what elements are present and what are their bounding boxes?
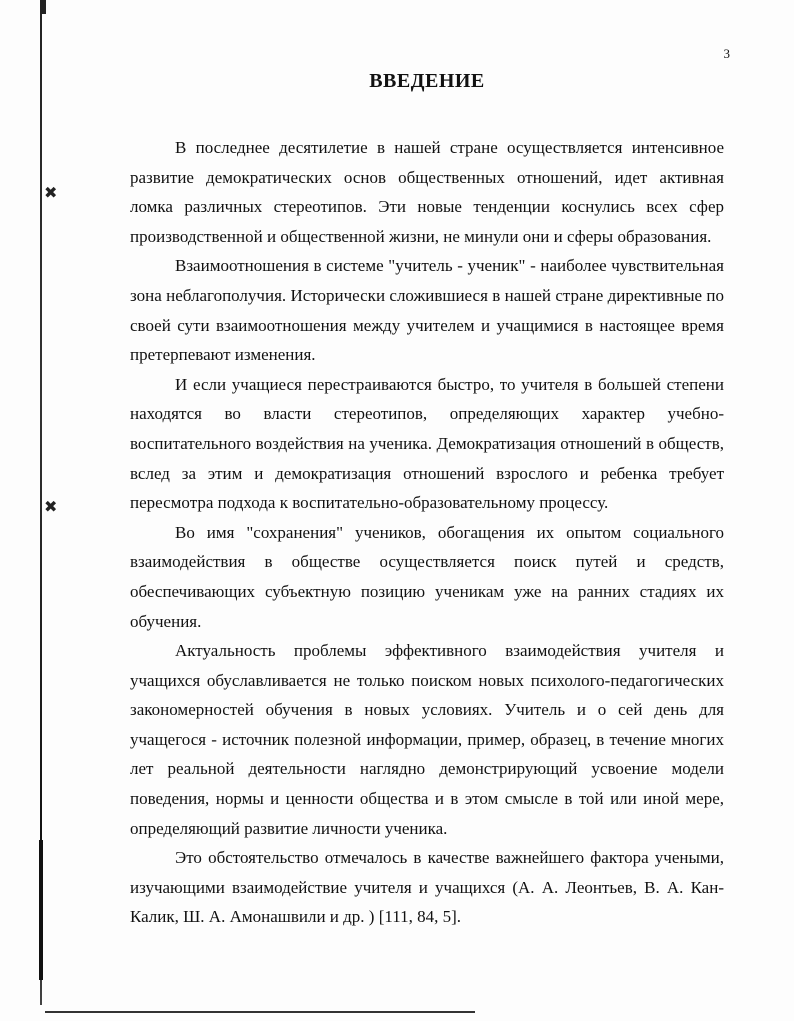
paragraph: Это обстоятельство отмечалось в качестве важнейшего фактора учеными, изучающими взаимодействие учителя и учащихся (А. А. Леонтьев, В. А. Кан-Калик, Ш. А. Амонашвили и др. ) [111, 84, 5]. [130,848,724,927]
paragraph: Взаимоотношения в системе "учитель - ученик" - наиболее чувствительная зона неблагополучия. Исторически сложившиеся в нашей стране директивные по своей сути взаимоотношения между учителем и учащимися в настоящее время претерпевают изменения. [130,256,724,365]
binding-edge-shadow [39,840,43,980]
paragraph: Актуальность проблемы эффективного взаимодействия учителя и учащихся обуславливается не только поиском новых психолого-педагогических закономерностей обучения в новых условиях. Учитель и о сей день для учащегося - источник полезной информации, пример, образец, в течение многих лет реальной деятельности наглядно демонстрирующий усвоение модели поведения, нормы и ценности общества и в этом смысле в той или иной мере, определяющий развитие личности ученика. [130,641,724,838]
section-title: ВВЕДЕНИЕ [369,70,485,92]
scan-artifact-mark: ✖ [44,499,58,516]
paragraph: В последнее десятилетие в нашей стране осуществляется интенсивное развитие демократических основ общественных отношений, идет активная ломка различных стереотипов. Эти новые тенденции коснулись всех сфер производственной и общественной жизни, не минули они и сферы образования. [130,138,724,246]
page-number: 3 [723,46,730,61]
paragraph: И если учащиеся перестраиваются быстро, то учителя в большей степени находятся во власти стереотипов, определяющих характер учебно-воспитательного воздействия на ученика. Демократизация отношений в обществ, вслед за этим и демократизация отношений взрослого и ребенка требует пересмотра подхода к воспитательно-образовательному процессу. [130,374,724,513]
scan-artifact-mark: ✖ [44,185,58,202]
body-text [130,133,724,932]
bottom-edge-line [45,1011,475,1013]
paragraph: Во имя "сохранения" учеников, обогащения их опытом социального взаимодействия в обществе осуществляется поиск путей и средств, обеспечивающих субъектную позицию ученикам уже на ранних стадиях их обучения. [130,522,724,631]
corner-scan-mark [40,0,46,14]
